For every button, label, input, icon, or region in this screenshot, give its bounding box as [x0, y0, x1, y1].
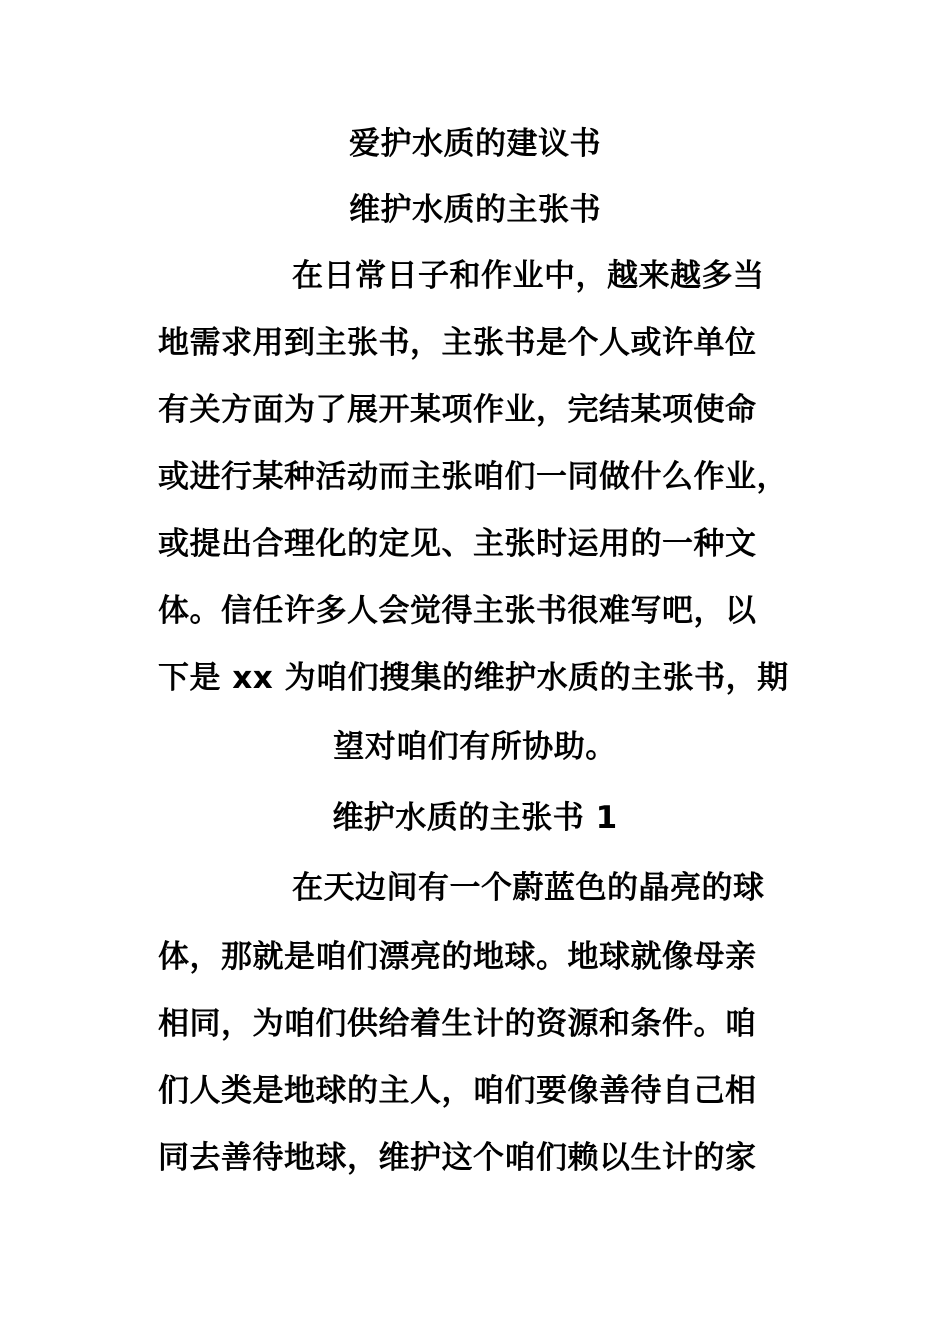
- document-subtitle: 维护水质的主张书: [349, 192, 601, 228]
- paragraph-line: 或提出合理化的定见、主张时运用的一种文: [158, 526, 757, 562]
- paragraph-line: 在天边间有一个蔚蓝色的晶亮的球: [292, 870, 765, 906]
- document-title: 爱护水质的建议书: [349, 126, 601, 162]
- section-heading: 维护水质的主张书 1: [332, 800, 618, 836]
- paragraph-line: 望对咱们有所协助。: [333, 729, 617, 765]
- paragraph-line: 体。信任许多人会觉得主张书很难写吧，以: [158, 593, 757, 629]
- paragraph-line: 地需求用到主张书，主张书是个人或许单位: [158, 325, 757, 361]
- paragraph-line: 相同，为咱们供给着生计的资源和条件。咱: [158, 1006, 757, 1042]
- paragraph-line: 们人类是地球的主人，咱们要像善待自己相: [158, 1073, 757, 1109]
- paragraph-line: 在日常日子和作业中，越来越多当: [292, 258, 765, 294]
- paragraph-line: 下是 xx 为咱们搜集的维护水质的主张书，期: [158, 660, 789, 696]
- paragraph-line: 同去善待地球，维护这个咱们赖以生计的家: [158, 1140, 757, 1176]
- paragraph-line: 有关方面为了展开某项作业，完结某项使命: [158, 392, 757, 428]
- paragraph-line: 体，那就是咱们漂亮的地球。地球就像母亲: [158, 939, 757, 975]
- paragraph-line: 或进行某种活动而主张咱们一同做什么作业，: [158, 459, 788, 495]
